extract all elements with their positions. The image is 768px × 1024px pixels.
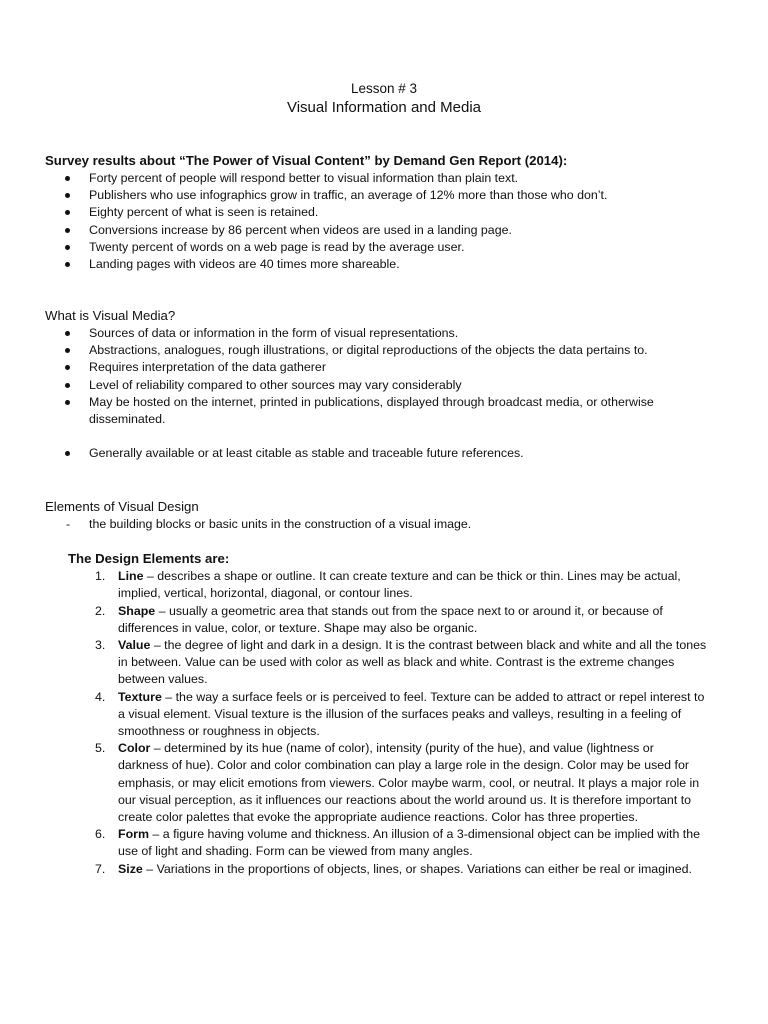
item-number: 5.	[95, 741, 106, 756]
list-item	[45, 222, 735, 239]
element-description: – usually a geometric area that stands out from the space next to or around it, or because of differences in value, color, or texture. Shape may also be organic.	[118, 603, 663, 635]
list-item	[45, 342, 735, 359]
item-number: 2.	[95, 603, 106, 618]
element-description: – determined by its hue (name of color), intensity (purity of the hue), and value (lightness or darkness of hue). Color and color combination can play a large role in the design. Color may be used for emphasis, or may elicit emotions from viewers. Color maybe warm, cool, or neutral. It plays a major role in our visual perception, as it influences our reactions about the world around us. It is therefore important to create color palettes that evoke the appropriate audience reactions. Color has three properties.	[118, 741, 700, 825]
design-elements-list	[45, 568, 735, 878]
element-term: Line	[118, 569, 144, 584]
list-item	[45, 637, 707, 689]
element-term: Value	[118, 638, 151, 653]
bullet-icon	[65, 451, 70, 456]
element-description: – the degree of light and dark in a design. It is the contrast between black and white and all the tones in between. Value can be used with color as well as black and white. Contrast is the extreme changes between values.	[118, 638, 707, 687]
list-item-text: Forty percent of people will respond better to visual information than plain text.	[89, 171, 519, 185]
list-item-text: Level of reliability compared to other sources may vary considerably	[89, 377, 462, 392]
item-number: 6.	[95, 827, 106, 842]
bullet-icon	[65, 210, 70, 215]
visual-design-heading: Elements of Visual Design	[45, 499, 199, 514]
list-item-text: Conversions increase by 86 percent when videos are used in a landing page.	[89, 222, 512, 237]
list-item-text: Abstractions, analogues, rough illustrations, or digital reproductions of the objects the data pertains to.	[89, 343, 648, 358]
visual-media-heading: What is Visual Media?	[45, 308, 176, 323]
list-item	[45, 204, 735, 221]
element-term: Shape	[118, 603, 156, 618]
survey-list	[45, 170, 735, 273]
list-item	[45, 256, 735, 273]
list-item-text: Sources of data or information in the form of visual representations.	[89, 326, 459, 340]
survey-section	[45, 152, 735, 273]
page-title: Visual Information and Media	[286, 99, 481, 116]
element-term: Texture	[118, 689, 162, 704]
bullet-icon	[65, 400, 70, 405]
list-item-text: Twenty percent of words on a web page is read by the average user.	[89, 239, 465, 254]
list-item	[45, 394, 735, 428]
bullet-icon	[65, 262, 70, 267]
bullet-icon	[65, 228, 70, 233]
bullet-icon	[65, 245, 70, 250]
lesson-number: Lesson # 3	[350, 81, 418, 96]
list-item	[45, 568, 707, 602]
element-description: – describes a shape or outline. It can create texture and can be thick or thin. Lines may be actual, implied, vertical, horizontal, diagonal, or contour lines.	[118, 569, 681, 601]
design-elements-heading: The Design Elements are:	[68, 551, 230, 567]
visual-design-section	[45, 498, 735, 878]
survey-heading: Survey results about “The Power of Visual Content” by Demand Gen Report (2014):	[45, 153, 568, 168]
list-item	[45, 170, 735, 187]
bullet-icon	[65, 348, 70, 353]
definition-row	[45, 516, 735, 533]
list-item-text: Publishers who use infographics grow in traffic, an average of 12% more than those who don’t.	[89, 188, 608, 203]
item-number: 3.	[95, 638, 106, 653]
visual-media-section	[45, 307, 735, 462]
list-item	[45, 359, 735, 376]
list-item	[45, 861, 707, 878]
element-description: – a figure having volume and thickness. An illusion of a 3-dimensional object can be implied with the use of light and shading. Form can be viewed from many angles.	[118, 827, 700, 859]
list-item	[45, 377, 735, 394]
title-block	[0, 80, 768, 118]
item-number: 4.	[95, 689, 106, 704]
bullet-icon	[65, 383, 70, 388]
list-item	[45, 826, 707, 860]
list-spacer	[45, 428, 735, 445]
element-description: – Variations in the proportions of objects, lines, or shapes. Variations can either be real or imagined.	[142, 861, 692, 876]
list-item	[45, 187, 735, 204]
list-item-text: Eighty percent of what is seen is retained.	[89, 205, 319, 220]
item-number: 1.	[95, 569, 106, 584]
list-item-text: Requires interpretation of the data gatherer	[89, 360, 326, 375]
bullet-icon	[65, 365, 70, 370]
visual-media-list	[45, 325, 735, 462]
item-number: 7.	[95, 861, 106, 876]
list-item-text: Landing pages with videos are 40 times more shareable.	[89, 257, 400, 272]
element-description: – the way a surface feels or is perceived to feel. Texture can be added to attract or repel interest to a visual element. Visual texture is the illusion of the surfaces peaks and valleys, resulting in a feeling of smoothness or roughness in objects.	[118, 689, 705, 739]
section-spacer	[45, 533, 735, 550]
list-item	[45, 445, 735, 462]
list-item-text: Generally available or at least citable as stable and traceable future references.	[89, 446, 524, 461]
dash-marker: -	[66, 517, 71, 531]
list-item	[45, 603, 707, 637]
element-term: Size	[118, 861, 143, 876]
list-item	[45, 239, 735, 256]
list-item	[45, 740, 707, 826]
element-term: Form	[118, 827, 149, 842]
list-item-text: May be hosted on the internet, printed in publications, displayed through broadcast media, or otherwise disseminated.	[89, 394, 654, 427]
bullet-icon	[65, 176, 70, 181]
list-item	[45, 689, 707, 741]
list-item	[45, 325, 735, 342]
definition-text: the building blocks or basic units in the construction of a visual image.	[89, 517, 472, 531]
bullet-icon	[65, 193, 70, 198]
bullet-icon	[65, 331, 70, 336]
element-term: Color	[118, 741, 151, 756]
